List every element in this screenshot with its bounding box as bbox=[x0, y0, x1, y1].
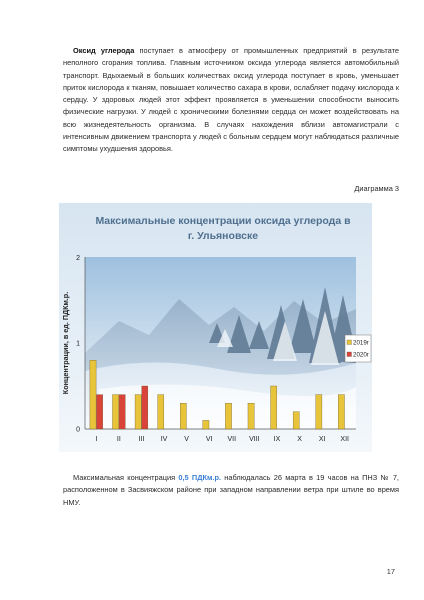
x-tick-label: III bbox=[138, 436, 145, 443]
legend-swatch-2020 bbox=[347, 352, 352, 357]
y-ticks bbox=[76, 255, 80, 434]
bar-2019г-V bbox=[180, 403, 186, 429]
paragraph-2-start: Максимальная концентрация bbox=[73, 473, 179, 482]
y-tick-label: 1 bbox=[76, 340, 80, 348]
paragraph-carbon-monoxide bbox=[63, 45, 399, 156]
term-carbon-monoxide: Оксид углерода bbox=[73, 46, 135, 55]
bar-2019г-VIII bbox=[248, 403, 254, 429]
legend bbox=[345, 335, 371, 362]
x-tick-label: V bbox=[184, 436, 189, 443]
bar-2019г-XII bbox=[338, 395, 344, 429]
legend-label-2019: 2019г bbox=[353, 339, 370, 347]
bar-2019г-IX bbox=[271, 386, 277, 429]
bar-2019г-VII bbox=[225, 403, 231, 429]
bar-2020г-I bbox=[96, 395, 102, 429]
y-tick-label: 0 bbox=[76, 426, 80, 434]
bar-2019г-XI bbox=[316, 395, 322, 429]
chart-title bbox=[95, 215, 351, 242]
chart-title-line-2: г. Ульяновске bbox=[187, 230, 259, 242]
y-tick-label: 2 bbox=[76, 255, 80, 262]
chart-title-line-1: Максимальные концентрации оксида углерода в bbox=[95, 215, 351, 227]
chart-svg bbox=[59, 203, 372, 452]
legend-label-2020: 2020г bbox=[353, 351, 370, 359]
page-number: 17 bbox=[386, 567, 395, 576]
x-tick-label: XII bbox=[340, 436, 349, 443]
y-axis-label: Концентрации, в ед. ПДКм.р. bbox=[61, 291, 70, 395]
x-tick-label: IV bbox=[160, 436, 168, 443]
bar-2019г-II bbox=[112, 395, 118, 429]
x-tick-labels bbox=[95, 436, 349, 443]
bar-2020г-III bbox=[142, 386, 148, 429]
x-tick-label: VI bbox=[205, 436, 213, 443]
bar-2019г-I bbox=[90, 360, 96, 429]
x-tick-label: I bbox=[95, 436, 98, 443]
x-tick-label: X bbox=[297, 436, 302, 443]
plot-background bbox=[85, 257, 356, 429]
x-tick-label: VIII bbox=[249, 436, 260, 443]
x-tick-label: XI bbox=[318, 436, 326, 443]
paragraph-1-body: поступает в атмосферу от промышленных предприятий в результате неполного сгорания топлива. Главным источником оксида углерода является автомобильный транспорт. Вдыхаемый в больших количествах оксид углерода поступает в кровь, уменьшает приток кислорода к тканям, повышает количество сахара в крови, ослабляет подачу кислорода к сердцу. У здоровых людей этот эффект проявляется в уменьшении способности выносить физические нагрузки. У людей с хроническими болезнями сердца он может воздействовать на всю жизнедеятельность организма. В случаях нахождения вблизи автомагистрали с интенсивным движением транспорта у людей с больным сердцем могут наблюдаться различные симптомы ухудшения здоровья. bbox=[63, 46, 399, 154]
x-tick-label: VII bbox=[227, 436, 237, 443]
x-tick-label: IX bbox=[273, 436, 281, 443]
paragraph-max-concentration bbox=[63, 472, 399, 509]
legend-swatch-2019 bbox=[347, 340, 352, 345]
bar-2019г-X bbox=[293, 412, 299, 429]
bar-2019г-III bbox=[135, 395, 141, 429]
bar-2019г-IV bbox=[158, 395, 164, 429]
diagram-label: Диаграмма 3 bbox=[354, 184, 399, 193]
bar-2020г-II bbox=[119, 395, 125, 429]
highlight-max-value: 0,5 ПДКм.р. bbox=[178, 473, 222, 482]
paragraph-2-end: наблюдалась 26 марта в 19 часов на ПНЗ № 7, расположенном в Засвияжском районе при западном направлении ветра при штиле во время НМУ. bbox=[63, 473, 399, 507]
chart-container bbox=[59, 203, 372, 452]
x-tick-label: II bbox=[116, 436, 121, 443]
bar-2019г-VI bbox=[203, 420, 209, 429]
